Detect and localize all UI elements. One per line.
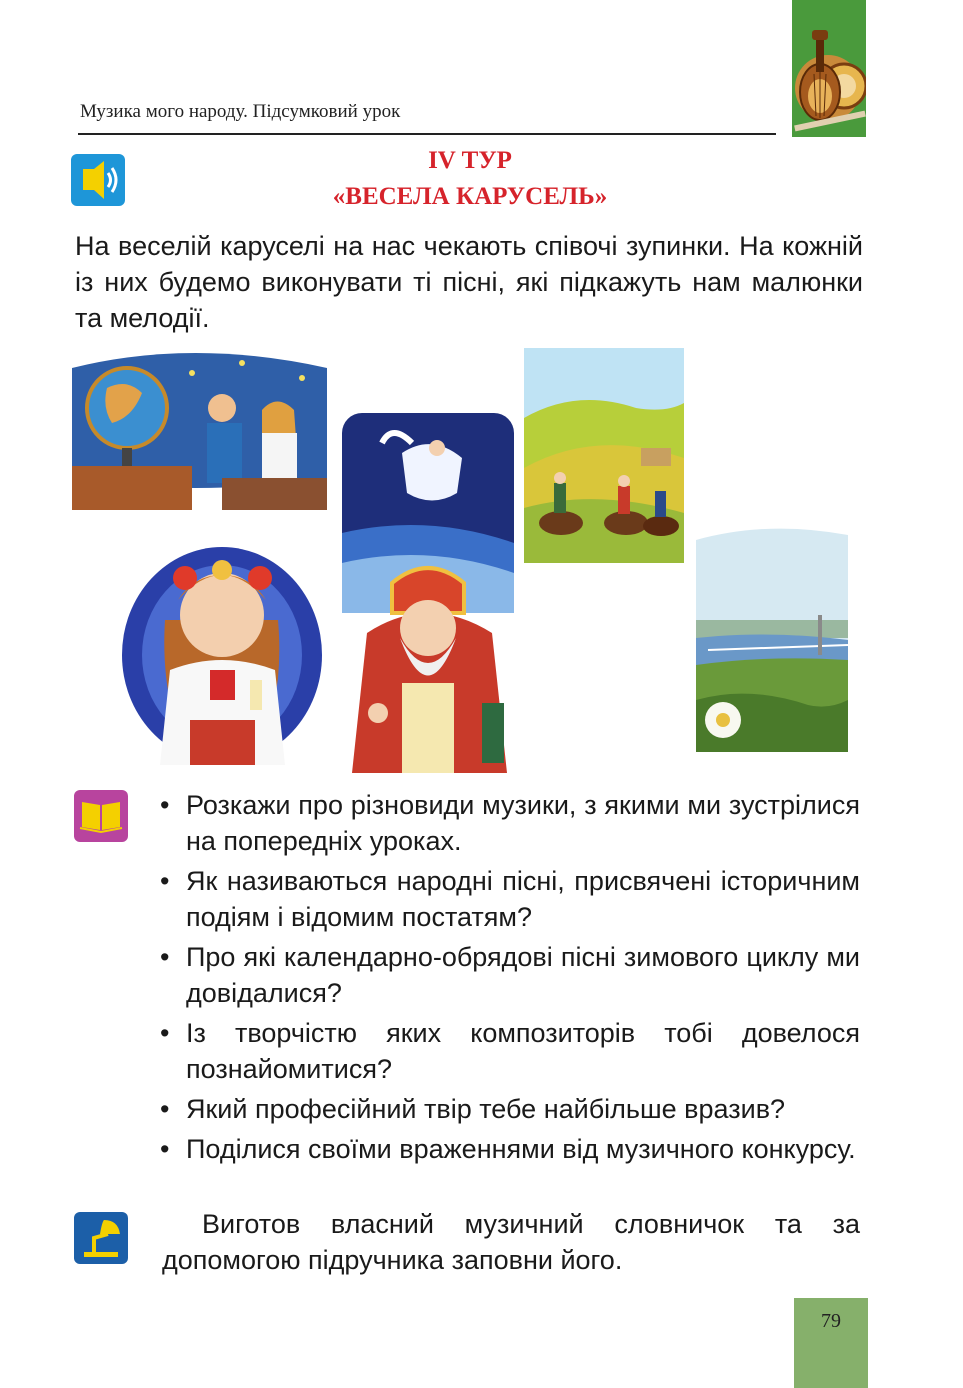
speaker-icon[interactable]: [71, 154, 125, 206]
bullet-mark: •: [160, 1134, 170, 1164]
bullet-mark: •: [160, 1018, 170, 1048]
bullet-mark: •: [160, 790, 170, 820]
list-item: [160, 939, 860, 1011]
list-item: [160, 863, 860, 935]
illustration-girl-vyshyvanka: [120, 530, 325, 765]
bullet-mark: •: [160, 942, 170, 972]
task-paragraph: Виготов власний музичний словничок та за допомогою підручника заповни його.: [162, 1209, 860, 1275]
question-text: Із творчістю яких композиторів тобі довелося познайомитися?: [186, 1018, 860, 1084]
list-item: [160, 1015, 860, 1087]
page-number: 79: [821, 1310, 841, 1332]
title-carousel: «ВЕСЕЛА КАРУСЕЛЬ»: [332, 183, 608, 210]
illustration-cossacks-steppe: [516, 348, 688, 563]
illustration-globe-children: [72, 348, 327, 510]
illustration-angel-saint: [342, 413, 514, 773]
intro-paragraph: На веселій каруселі на нас чекають співочі зупинки. На кожній із них будемо виконувати ті пісні, які підкажуть нам малюнки та мелодії.: [75, 231, 863, 333]
corner-badge: [792, 0, 866, 137]
question-text: Який професійний твір тебе найбільше вразив?: [186, 1094, 786, 1124]
question-text: Розкажи про різновиди музики, з якими ми зустрілися на попередніх уроках.: [186, 790, 860, 856]
question-text: Про які календарно-обрядові пісні зимового циклу ми довідалися?: [186, 942, 860, 1008]
illustration-kyiv-panorama: [688, 520, 855, 752]
running-header: Музика мого народу. Підсумковий урок: [80, 101, 401, 122]
lamp-icon: [74, 1212, 128, 1264]
question-text: Як називаються народні пісні, присвячені історичним подіям і відомим постатям?: [186, 866, 860, 932]
title-tour: IV ТУР: [428, 147, 512, 174]
bandura-icon: [792, 0, 866, 137]
bullet-mark: •: [160, 1094, 170, 1124]
question-text: Поділися своїми враженнями від музичного конкурсу.: [186, 1134, 856, 1164]
questions-list: [160, 787, 860, 1171]
list-item: [160, 1131, 860, 1167]
list-item: [160, 1091, 860, 1127]
header-rule: [78, 133, 776, 135]
book-icon: [74, 790, 128, 842]
bullet-mark: •: [160, 866, 170, 896]
list-item: [160, 787, 860, 859]
